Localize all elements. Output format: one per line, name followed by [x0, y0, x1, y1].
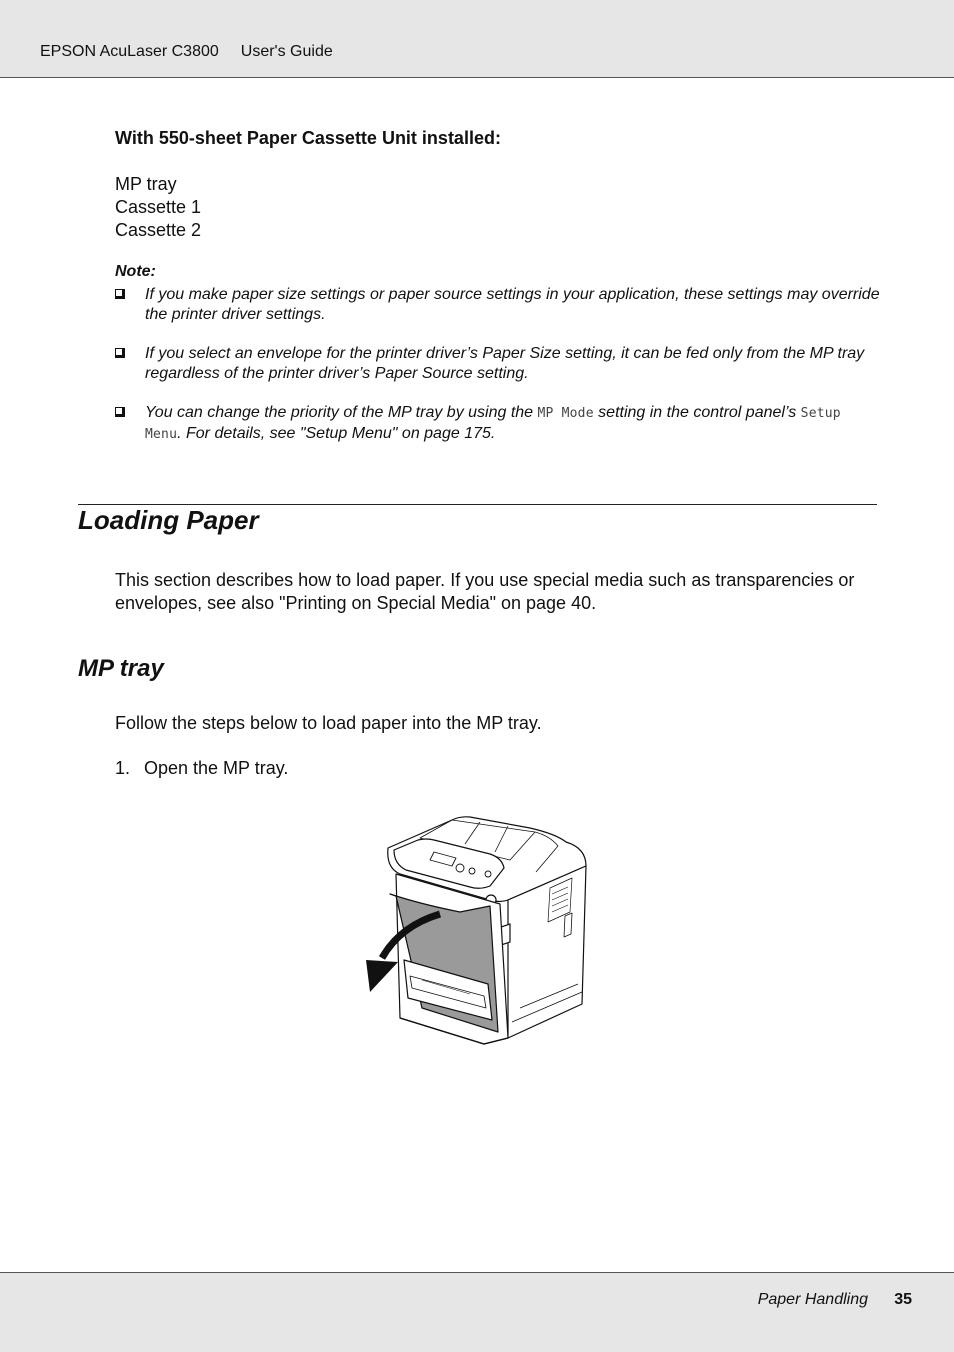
- note-label: Note:: [115, 263, 156, 280]
- paper-source-list: [115, 173, 201, 242]
- page-number: 35: [894, 1291, 912, 1308]
- checkbox-bullet-icon: [115, 289, 125, 299]
- page-header: [0, 0, 954, 78]
- note-text-part: setting in the control panel’s: [593, 404, 801, 421]
- note-text: If you select an envelope for the printer driver’s Paper Size setting, it can be fed only from the MP tray regardless of the printer driver’s Paper Source setting.: [145, 345, 865, 382]
- loading-intro: This section describes how to load paper. If you use special media such as transparencies or envelopes, see also "Printing on Special Media" on page 40.: [115, 570, 855, 613]
- note-text-part: . For details, see "Setup Menu" on page 175.: [177, 425, 496, 442]
- header-title: [40, 43, 333, 61]
- list-item: MP tray: [115, 174, 177, 194]
- section-title-loading-paper: Loading Paper: [78, 505, 259, 535]
- header-product: EPSON AcuLaser C3800: [40, 43, 219, 60]
- note-text-part: You can change the priority of the MP tray by using the: [145, 404, 538, 421]
- checkbox-bullet-icon: [115, 348, 125, 358]
- step-number: 1.: [115, 758, 131, 778]
- step-1: [115, 758, 288, 779]
- footer-section-name: Paper Handling: [757, 1291, 868, 1308]
- mp-mode-setting: MP Mode: [537, 406, 594, 421]
- page-footer: [0, 1272, 954, 1352]
- setup-menu-setting: Setup Menu: [145, 406, 841, 442]
- step-text: Open the MP tray.: [144, 758, 289, 778]
- cassette-subheading: With 550-sheet Paper Cassette Unit installed:: [115, 128, 501, 148]
- header-guide: User's Guide: [240, 43, 333, 60]
- note-text: [145, 403, 880, 445]
- note-text: If you make paper size settings or paper source settings in your application, these settings may override the printer driver settings.: [145, 286, 880, 323]
- mp-tray-intro: Follow the steps below to load paper into the MP tray.: [115, 713, 542, 733]
- checkbox-bullet-icon: [115, 407, 125, 417]
- section-title-mp-tray: MP tray: [78, 655, 164, 682]
- list-item: Cassette 2: [115, 220, 202, 240]
- list-item: Cassette 1: [115, 197, 202, 217]
- printer-open-mp-tray-illustration: [360, 808, 596, 1048]
